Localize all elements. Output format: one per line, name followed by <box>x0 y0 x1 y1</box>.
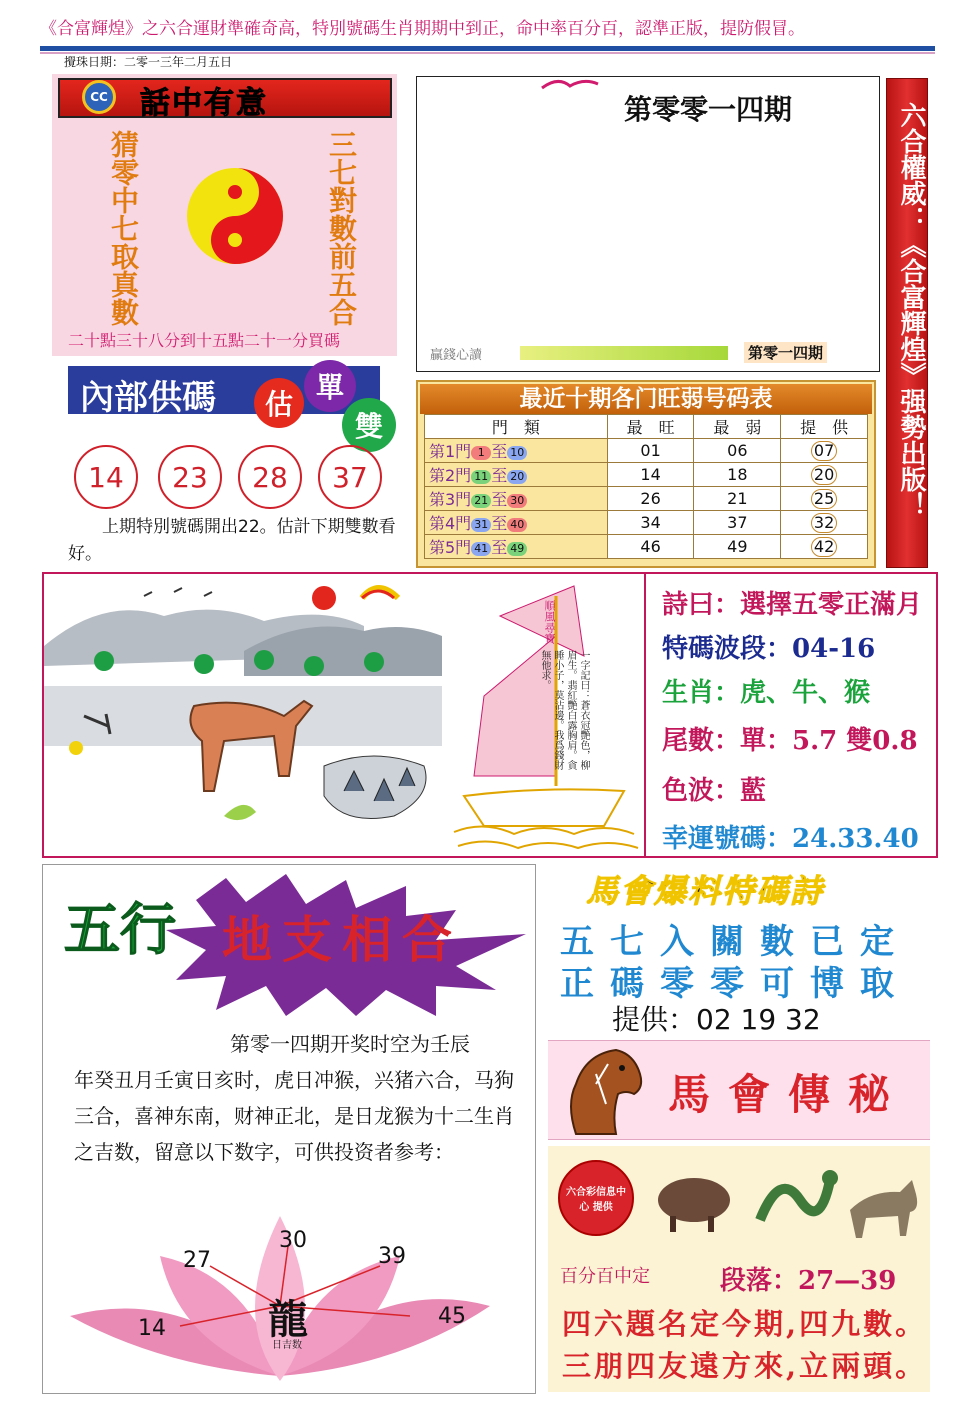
provide-number: 07 <box>811 441 837 461</box>
sail-caption: 順風尋寶 <box>543 600 556 644</box>
door-label: 第3門 <box>429 490 472 509</box>
door-table-title: 最近十期各门旺弱号码表 <box>420 384 872 414</box>
door-cell <box>425 535 608 559</box>
poem-line <box>662 628 875 665</box>
dragon-icon <box>760 1170 838 1220</box>
door-label: 第4門 <box>429 514 472 533</box>
neibu-title: 內部供碼 <box>80 378 216 418</box>
range-start-badge: 11 <box>471 470 491 484</box>
deer-landscape-illustration <box>44 576 442 854</box>
baoliao-line: 正碼零零可博取 <box>560 964 910 1004</box>
poem-line <box>662 720 918 757</box>
table-header: 門 類 <box>425 415 608 439</box>
poem-label: 幸運號碼： <box>662 824 793 854</box>
door-cell <box>425 487 608 511</box>
poem-value: 單：5.7 雙0.8 <box>740 726 918 756</box>
hua-zhong-title: 話中有意 <box>140 86 268 121</box>
wolf-icon <box>850 1180 917 1238</box>
table-cell: 34 <box>607 511 694 535</box>
to-word: 至 <box>491 514 508 533</box>
neibu-number: 14 <box>74 445 138 509</box>
table-cell <box>781 535 868 559</box>
yin-yang-icon <box>185 166 285 266</box>
neibu-number: 37 <box>318 445 382 509</box>
range-end-badge: 30 <box>507 494 527 508</box>
duan-label: 段落：27—39 <box>720 1266 897 1296</box>
table-header: 提 供 <box>781 415 868 439</box>
table-row <box>425 463 868 487</box>
top-banner: 《合富輝煌》之六合運財準確奇高，特別號碼生肖期期中到正，命中率百分百，認準正版，提防假冒。 <box>40 19 805 39</box>
table-cell <box>781 511 868 535</box>
wuxing-body <box>74 1026 514 1170</box>
issue-title: 第零零一四期 <box>624 93 793 126</box>
poem-label: 尾數： <box>662 726 741 756</box>
poem-line <box>662 584 922 621</box>
poem-value: 24.33.40 <box>792 824 919 854</box>
baoliao-provide: 提供：02 19 32 <box>612 1003 821 1036</box>
range-end-badge: 20 <box>507 470 527 484</box>
to-word: 至 <box>491 490 508 509</box>
poem-value: 選擇五零正滿月 <box>740 590 923 620</box>
range-start-badge: 21 <box>471 494 491 508</box>
lotus-number: 30 <box>279 1228 307 1253</box>
wuxing-first-line: 第零一四期开奖时空为壬辰 <box>230 1032 470 1056</box>
poem-line <box>662 770 766 807</box>
table-cell: 26 <box>607 487 694 511</box>
percent-label: 百分百中定 <box>560 1266 650 1287</box>
wuxing-title-b: 地支相合 <box>222 910 462 969</box>
riddle-left: 猜零中七取真數 <box>107 130 140 326</box>
table-cell: 14 <box>607 463 694 487</box>
poem-label: 特碼波段： <box>662 634 793 664</box>
provide-number: 25 <box>811 489 837 509</box>
table-cell: 21 <box>694 487 781 511</box>
table-cell: 49 <box>694 535 781 559</box>
lotus-number: 27 <box>183 1248 211 1273</box>
logo-icon: CC <box>82 80 116 114</box>
provide-number: 42 <box>811 537 837 557</box>
door-cell <box>425 511 608 535</box>
table-row <box>425 511 868 535</box>
issue-footer-band <box>520 346 728 360</box>
dragon-character: 龍 <box>268 1296 308 1343</box>
horse-icon <box>556 1044 646 1136</box>
side-banner-text: 六合權威：《合富輝煌》强勢出版！ <box>896 102 926 518</box>
mahui-verse: 四六題名定今期,四九數。 <box>562 1307 928 1341</box>
riddle-right: 三七對數前五合 <box>325 130 358 326</box>
table-header: 最 弱 <box>694 415 781 439</box>
to-word: 至 <box>491 442 508 461</box>
poem-value: 虎、牛、猴 <box>740 678 871 708</box>
lotus-number: 14 <box>138 1316 166 1341</box>
door-cell <box>425 439 608 463</box>
table-cell: 46 <box>607 535 694 559</box>
hua-zhong-footer: 二十點三十八分到十五點二十一分買碼 <box>68 331 341 350</box>
table-cell <box>781 439 868 463</box>
door-label: 第5門 <box>429 538 472 557</box>
range-end-badge: 49 <box>507 542 527 556</box>
poem-line <box>662 672 870 709</box>
provide-number: 32 <box>811 513 837 533</box>
table-cell: 37 <box>694 511 781 535</box>
issue-footer-left: 贏錢心讀 <box>430 348 483 363</box>
baoliao-title: 馬會爆料特碼詩 <box>586 872 825 910</box>
range-start-badge: 41 <box>471 542 491 556</box>
door-label: 第2門 <box>429 466 472 485</box>
issue-footer-right: 第零一四期 <box>744 342 827 363</box>
door-cell <box>425 463 608 487</box>
to-word: 至 <box>491 466 508 485</box>
bird-icon <box>540 76 600 98</box>
poem-label: 詩曰： <box>662 590 741 620</box>
poem-line <box>662 818 919 855</box>
table-cell: 01 <box>607 439 694 463</box>
mahui-title: 馬會傳秘 <box>668 1070 909 1119</box>
neibu-number: 28 <box>238 445 302 509</box>
table-header: 最 旺 <box>607 415 694 439</box>
dragon-subtitle: 日吉数 <box>272 1340 302 1351</box>
neibu-number: 23 <box>158 445 222 509</box>
neibu-note: 上期特別號碼開出22。估計下期雙數看好。 <box>68 517 396 564</box>
table-cell: 18 <box>694 463 781 487</box>
stamp-text: 六合彩信息中心 提供 <box>566 1187 626 1213</box>
poem-value: 藍 <box>740 776 767 806</box>
range-start-badge: 31 <box>471 518 491 532</box>
header-rule <box>40 46 935 51</box>
range-end-badge: 40 <box>507 518 527 532</box>
baoliao-line: 五七入關數已定 <box>560 922 910 962</box>
table-row <box>425 439 868 463</box>
mahui-verse: 三朋四友遠方來,立兩頭。 <box>562 1349 928 1383</box>
door-table <box>424 414 868 559</box>
wuxing-title-a: 五行 <box>64 897 176 963</box>
table-row <box>425 487 868 511</box>
ship-poem: 一字記曰：蒼衣冠艷色，柳眉生。翡紅艷白露胸肩。貪睡小子，莫沾邊。我爲錢財無他求。 <box>539 650 589 770</box>
range-end-badge: 10 <box>507 446 527 460</box>
table-header-row <box>425 415 868 439</box>
dan-badge: 單 <box>304 360 356 412</box>
zodiac-animals-icon <box>650 1150 926 1244</box>
poem-label: 生肖： <box>662 678 741 708</box>
shuang-badge: 雙 <box>342 398 396 452</box>
pig-icon <box>658 1178 730 1232</box>
lotus-number: 45 <box>438 1304 466 1329</box>
table-row <box>425 535 868 559</box>
poem-label: 色波： <box>662 776 741 806</box>
to-word: 至 <box>491 538 508 557</box>
door-label: 第1門 <box>429 442 472 461</box>
table-cell: 06 <box>694 439 781 463</box>
stamp-icon <box>558 1160 634 1236</box>
draw-date: 攪珠日期：二零一三年二月五日 <box>64 55 233 69</box>
range-start-badge: 1 <box>471 446 491 460</box>
provide-number: 20 <box>811 465 837 485</box>
picture-divider <box>644 574 646 856</box>
table-cell <box>781 487 868 511</box>
poem-value: 04-16 <box>792 634 876 664</box>
gu-badge: 估 <box>254 378 304 428</box>
lotus-number: 39 <box>378 1244 406 1269</box>
table-cell <box>781 463 868 487</box>
wuxing-text: 年癸丑月壬寅日亥时，虎日冲猴，兴猪六合，马狗三合，喜神东南，财神正北，是日龙猴为十二生肖之吉数，留意以下数字，可供投资者参考： <box>74 1068 514 1164</box>
